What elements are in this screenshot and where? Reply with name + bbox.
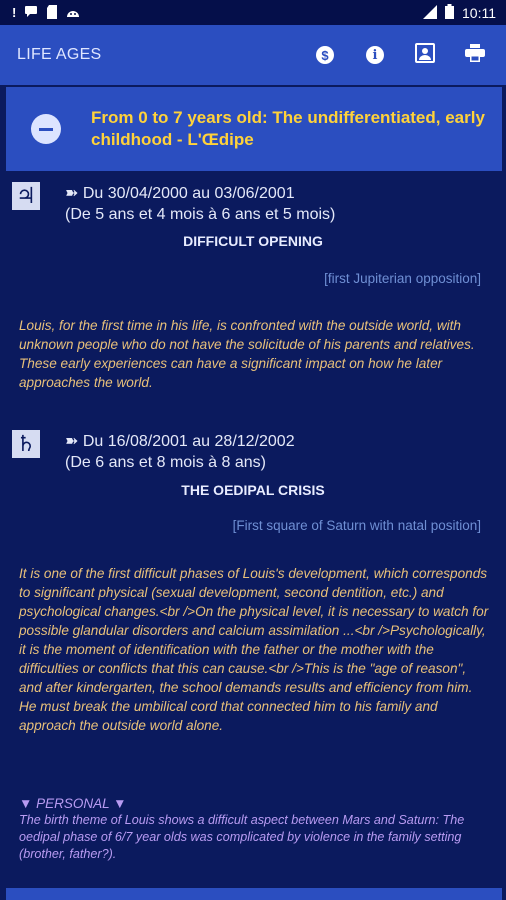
donate-button[interactable] <box>300 30 350 80</box>
next-chapter-header[interactable] <box>6 888 502 900</box>
entry-source: [First square of Saturn with natal position] <box>232 518 481 533</box>
app-bar <box>0 25 506 85</box>
age-range: (De 5 ans et 4 mois à 6 ans et 5 mois) <box>65 206 336 223</box>
entry-body: It is one of the first difficult phases of Louis's development, which corresponds to significant physical (sexual development, second dentition, etc.) and psychological changes.<br />On the physical level, it is necessary to watch for possible glandular disorders and calcium assimilation ...<br />Psychologically, it is the moment of identification with the father or the mother with the difficulties or conflicts that this can cause.<br />This is the "age of reason", and after kindergarten, the school demands results and efficiency from him. He must break the umbilical cord that connected him to his family and approach the outside world alone. <box>19 566 489 733</box>
print-button[interactable] <box>450 30 500 80</box>
entry-heading: THE OEDIPAL CRISIS <box>181 482 325 498</box>
sd-card-icon <box>46 5 58 21</box>
entry-dates <box>65 431 295 473</box>
print-icon <box>465 44 485 67</box>
entry-heading: DIFFICULT OPENING <box>183 233 323 249</box>
signal-icon <box>423 5 437 21</box>
personal-text: The birth theme of Louis shows a difficult aspect between Mars and Saturn: The oedipal phase of 6/7 year olds was complicated by violence in the family setting (brother, father?). <box>19 813 465 861</box>
alert-icon: ! <box>12 5 17 20</box>
chapter-title: From 0 to 7 years old: The undifferentiated, early childhood - L'Œdipe <box>91 108 485 149</box>
contact-icon <box>415 43 435 68</box>
personal-section <box>19 795 489 863</box>
message-icon <box>24 5 38 20</box>
entry-dates <box>65 183 335 225</box>
app-title: LIFE AGES <box>17 46 102 63</box>
entry-body: Louis, for the first time in his life, is confronted with the outside world, with unknown people who do not have the solicitude of his parents and relatives. These early experiences can have a significant impact on how he later approaches the world. <box>19 318 475 390</box>
status-bar <box>0 0 506 25</box>
android-icon <box>66 6 80 20</box>
info-icon: i <box>366 46 384 64</box>
chapter-header[interactable] <box>6 87 502 171</box>
entry-source: [first Jupiterian opposition] <box>324 271 481 286</box>
collapse-icon[interactable] <box>31 114 61 144</box>
date-range: ➽ Du 30/04/2000 au 03/06/2001 <box>65 185 295 202</box>
dollar-icon: $ <box>316 46 334 64</box>
info-button[interactable] <box>350 30 400 80</box>
date-range: ➽ Du 16/08/2001 au 28/12/2002 <box>65 433 295 450</box>
personal-toggle[interactable]: ▼ PERSONAL ▼ <box>19 796 127 811</box>
age-range: (De 6 ans et 8 mois à 8 ans) <box>65 454 266 471</box>
status-time: 10:11 <box>462 4 496 21</box>
jupiter-icon: ♃ <box>12 182 40 210</box>
saturn-icon: ♄ <box>12 430 40 458</box>
battery-icon <box>445 4 454 21</box>
contact-button[interactable] <box>400 30 450 80</box>
